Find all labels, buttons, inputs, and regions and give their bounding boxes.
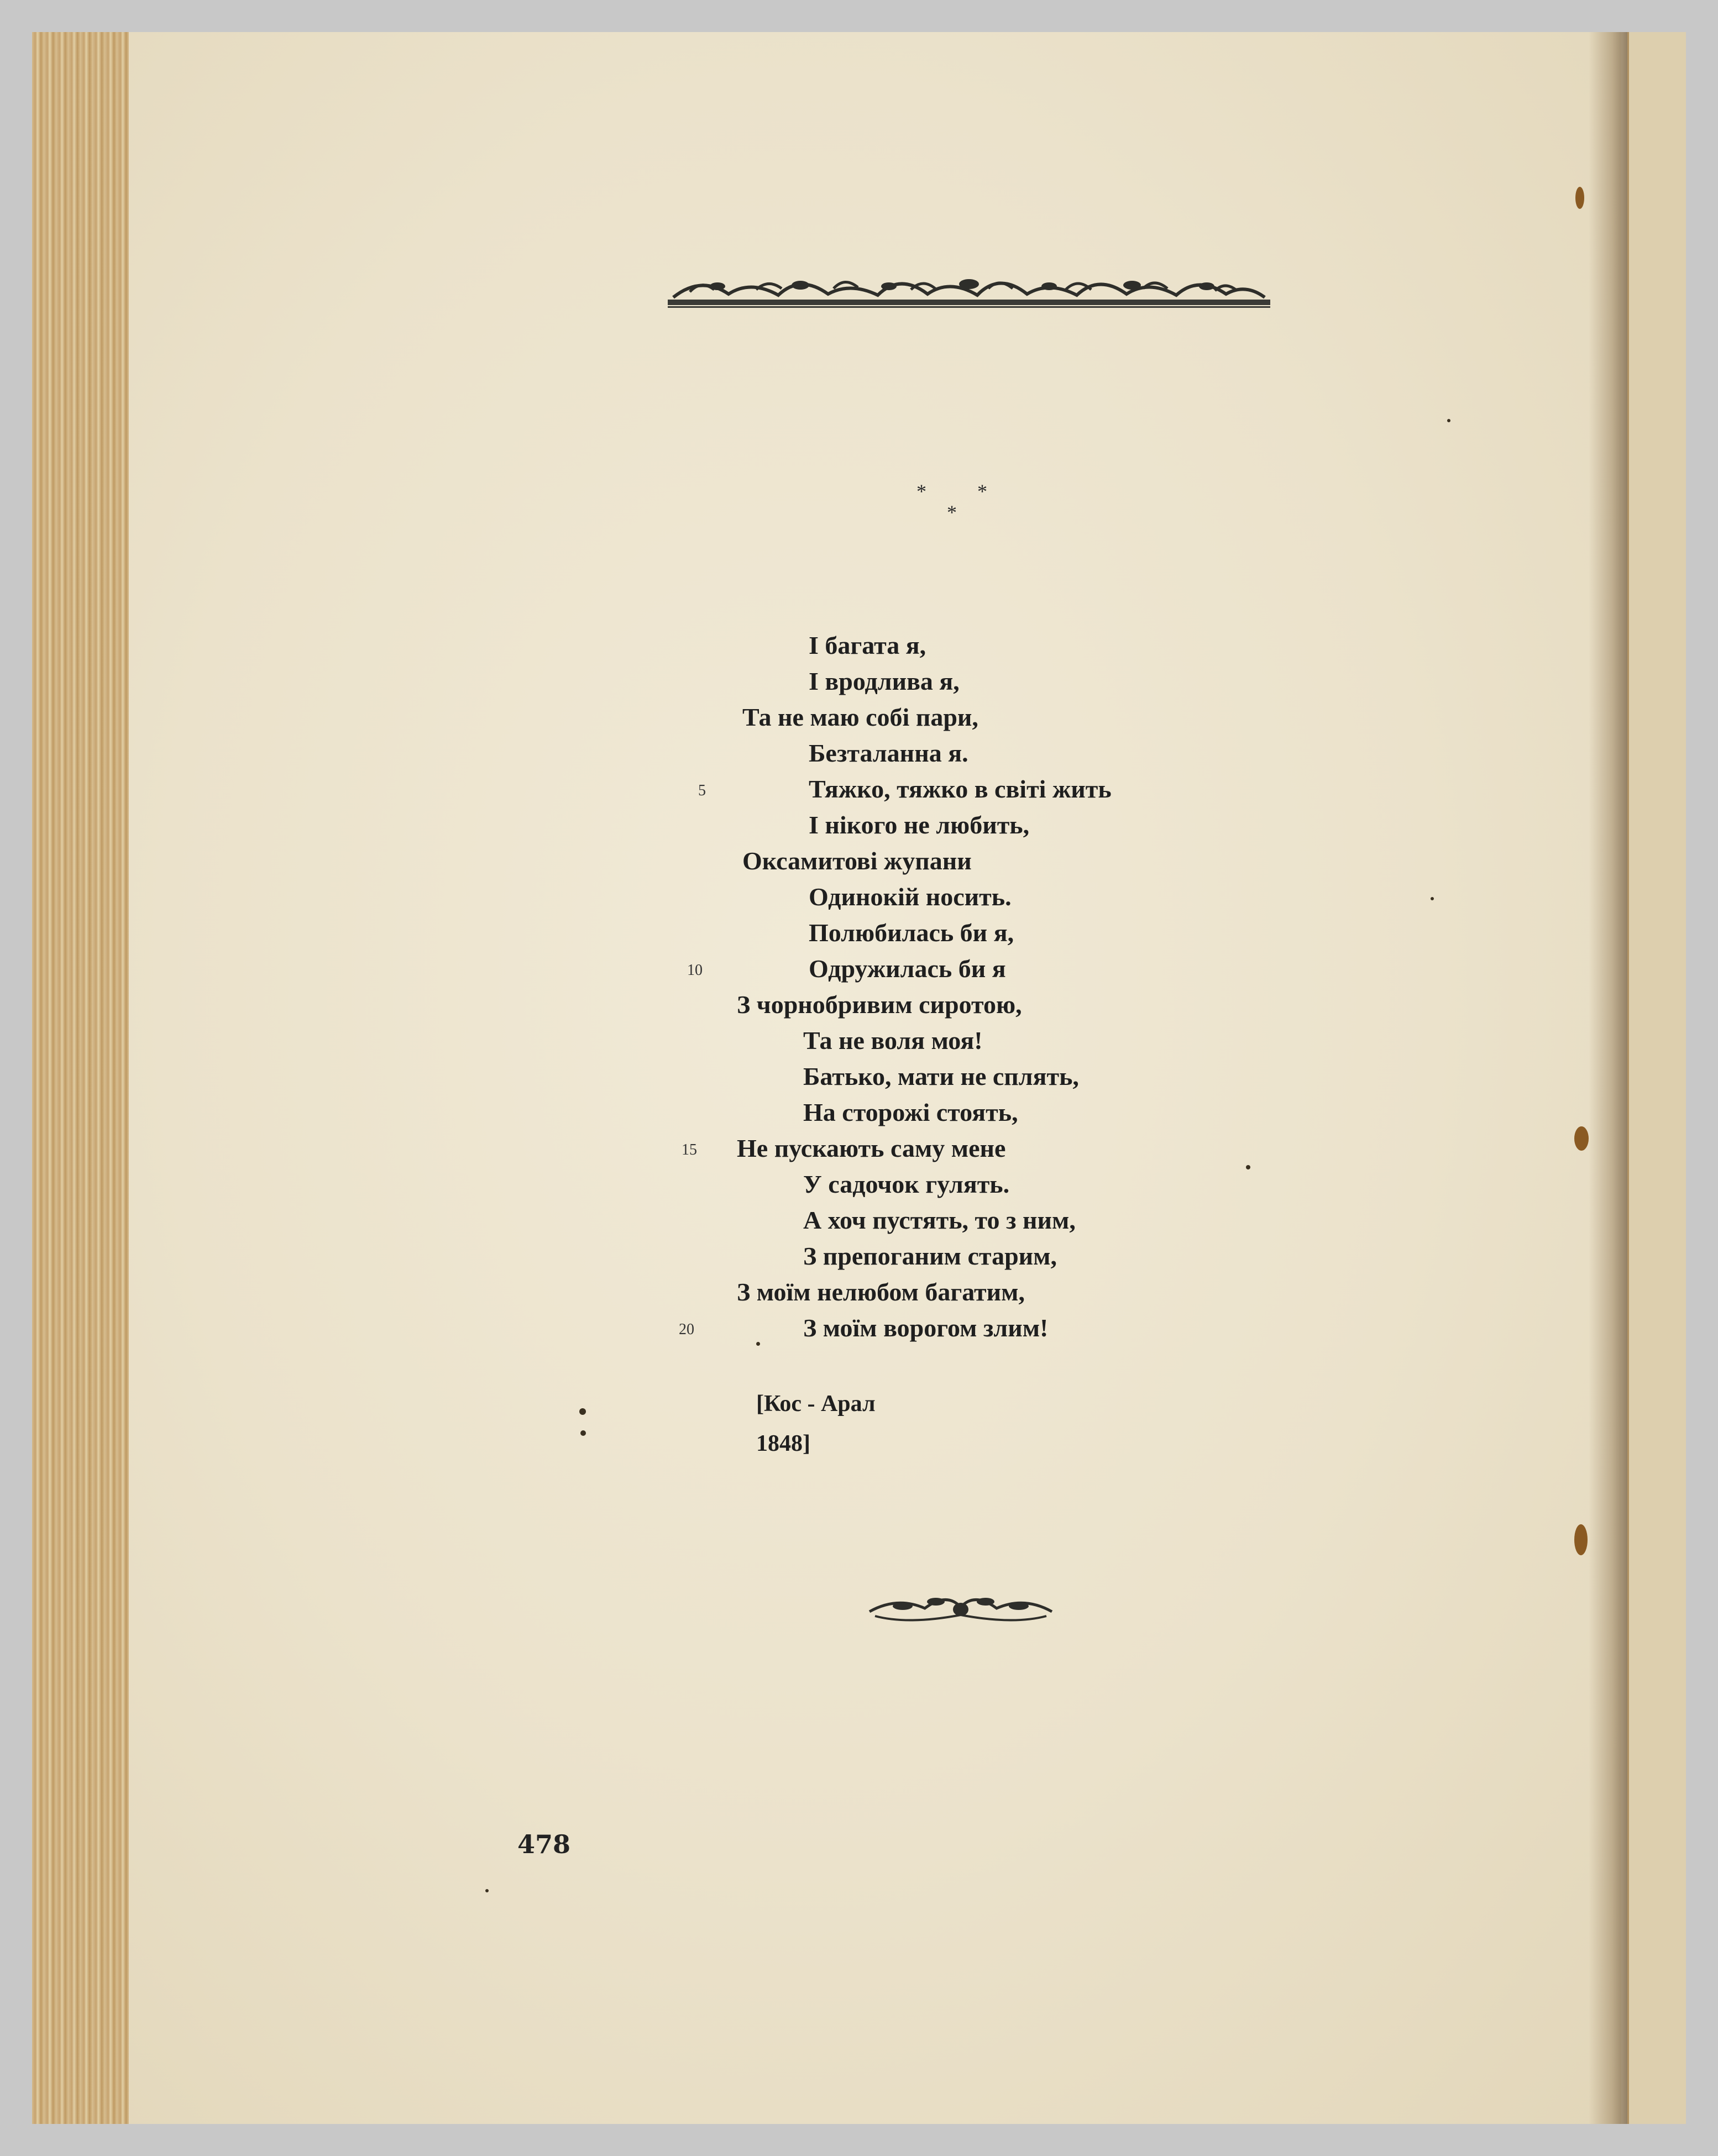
poem-line: Оксамитові жупани [742,847,972,875]
poem-line: У садочок гулять. [803,1170,1010,1198]
poem-line: Та не воля моя! [803,1026,983,1055]
poem-line: Батько, мати не сплять, [803,1062,1079,1090]
ink-speck [756,1342,760,1346]
facing-page-edge [1627,32,1686,2124]
bottom-ornament [864,1585,1057,1635]
stain [1574,1524,1588,1555]
poem-line: Одинокій носить. [809,883,1012,911]
poem-line: І багата я, [809,631,926,659]
ink-speck [1431,897,1434,900]
book-gutter-shadow [1589,32,1627,2124]
scanned-book-spread [32,32,1686,2124]
poem-line: З моїм ворогом злим! [803,1314,1049,1342]
poem-line: Полюбилась би я, [809,919,1014,947]
poem-line: Тяжко, тяжко в світі жить [809,775,1112,803]
poem-line: З чорнобривим сиротою, [737,990,1022,1019]
ink-speck [1447,419,1450,422]
note-place: [Кос - Арал [756,1391,876,1417]
poem-line: З моїм нелюбом багатим, [737,1278,1025,1306]
note-year: 1848] [756,1431,810,1456]
top-ornament-band [668,270,1270,314]
ink-speck [579,1408,586,1415]
asterism [911,480,1022,541]
line-number: 15 [682,1141,697,1158]
poem-line: Безталанна я. [809,739,968,767]
line-number: 20 [679,1321,694,1338]
poem-line: Та не маю собі пари, [742,703,978,731]
asterism-star: * [916,480,926,502]
line-number: 5 [698,782,706,799]
stain [1575,187,1584,209]
page-number: 478 [517,1829,571,1859]
ink-speck [580,1430,586,1436]
book-page-edges [32,32,129,2124]
poem-line: З препоганим старим, [803,1242,1057,1270]
stain [1574,1126,1589,1151]
poem-line: Одружилась би я [809,954,1006,983]
asterism-star: * [947,501,957,523]
poem-line: І вродлива я, [809,667,960,695]
ink-speck [485,1889,489,1892]
poem-line: А хоч пустять, то з ним, [803,1206,1076,1234]
poem-line: Не пускають саму мене [737,1134,1006,1162]
poem-line: На сторожі стоять, [803,1098,1018,1126]
poem-line: І нікого не любить, [809,811,1030,839]
ink-speck [1246,1165,1250,1169]
line-number: 10 [687,962,703,979]
asterism-star: * [977,480,987,502]
